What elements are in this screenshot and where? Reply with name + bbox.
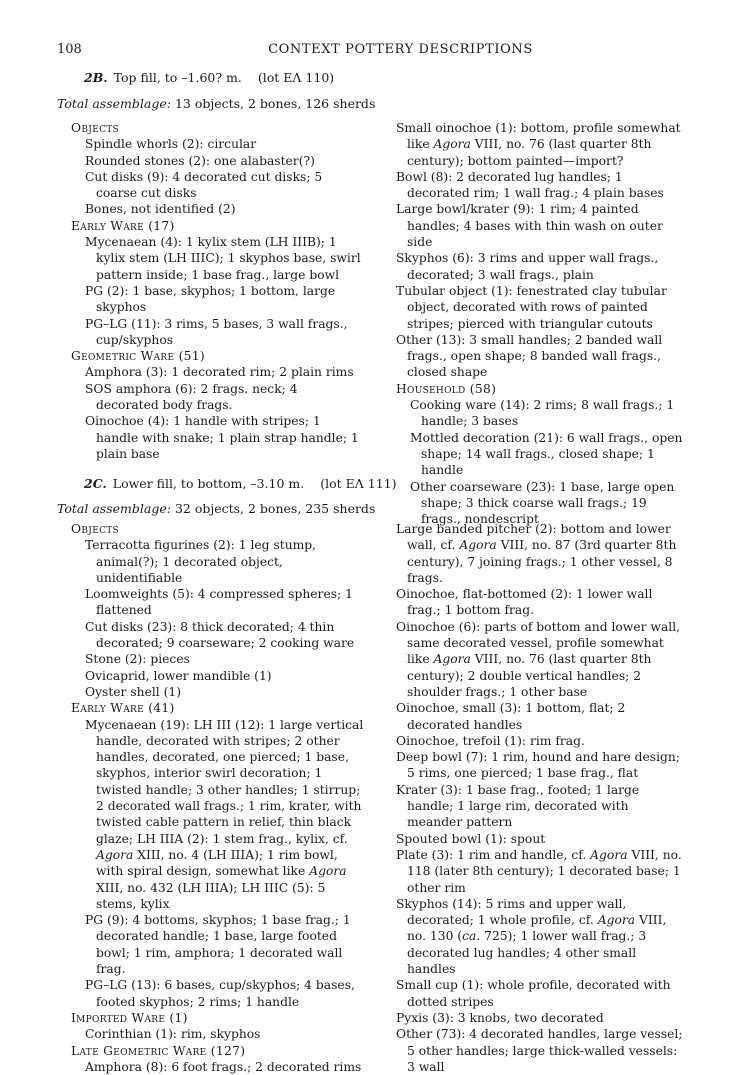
- section-2c-lot: (lot ΕΛ 111): [320, 476, 397, 491]
- section-2b-desc: Top fill, to –1.60? m.: [113, 70, 242, 85]
- item-entry: Tubular object (1): fenestrated clay tubular object, decorated with rows of painted stripes; pierced with triangular cutouts: [396, 283, 667, 331]
- category-heading: Geometric Ware (51): [71, 349, 206, 364]
- section-2b-lot: (lot ΕΛ 110): [257, 70, 335, 85]
- item-entry: Mycenaean (4): 1 kylix stem (LH IIIB); 1 kylix stem (LH IIIC); 1 skyphos base, swirl pattern inside; 1 base frag., large bowl: [85, 235, 361, 282]
- category-heading: Late Geometric Ware (127): [71, 1043, 246, 1058]
- item-entry: Other (73): 4 decorated handles, large vessel; 5 other handles; large thick-walled vessels: 3 wall: [396, 1027, 683, 1074]
- category-heading: Objects: [71, 121, 120, 135]
- category-heading: Imported Ware (1): [71, 1010, 188, 1025]
- item-entry: Oinochoe (6): parts of bottom and lower wall, same decorated vessel, profile somewhat like Agora VIII, no. 76 (last quarter 8th century); 2 double vertical handles; 2 shoulder frags.; 1 other base: [396, 619, 681, 699]
- item-entry: Amphora (8): 6 foot frags.; 2 decorated rims: [85, 1059, 362, 1074]
- item-entry: Oyster shell (1): [85, 684, 182, 699]
- item-entry: Oinochoe (4): 1 handle with stripes; 1 handle with snake; 1 plain strap handle; 1 plain base: [85, 414, 359, 461]
- item-entry: Oinochoe, small (3): 1 bottom, flat; 2 decorated handles: [396, 701, 626, 732]
- category-heading: Early Ware (17): [71, 218, 175, 233]
- page-number: 108: [57, 42, 82, 57]
- section-2c-left-column: [71, 521, 367, 1075]
- item-entry: SOS amphora (6): 2 frags. neck; 4 decorated body frags.: [85, 381, 298, 413]
- section-2c-right-column: [396, 521, 687, 1075]
- item-entry: Rounded stones (2): one alabaster(?): [85, 153, 315, 168]
- item-entry: Stone (2): pieces: [85, 652, 190, 667]
- category-heading: Early Ware (41): [71, 701, 175, 716]
- category-heading: Objects: [71, 522, 120, 536]
- item-entry: Ovicaprid, lower mandible (1): [85, 668, 272, 683]
- item-entry: Oinochoe, flat-bottomed (2): 1 lower wall frag.; 1 bottom frag.: [396, 587, 653, 618]
- assemblage-label: Total assemblage:: [57, 96, 171, 111]
- item-entry: Terracotta figurines (2): 1 leg stump, animal(?); 1 decorated object, unidentifiable: [85, 538, 317, 585]
- item-entry: PG–LG (11): 3 rims, 5 bases, 3 wall frags., cup/skyphos: [85, 316, 348, 347]
- item-entry: Bones, not identified (2): [85, 202, 236, 217]
- item-entry: Pyxis (3): 3 knobs, two decorated: [396, 1010, 604, 1025]
- item-entry: Bowl (8): 2 decorated lug handles; 1 decorated rim; 1 wall frag.; 4 plain bases: [396, 169, 664, 201]
- section-2c-id: 2C.: [84, 476, 107, 491]
- item-entry: Spindle whorls (2): circular: [85, 137, 257, 152]
- section-2b-left-column: [71, 120, 363, 462]
- item-entry: Large bowl/krater (9): 1 rim; 4 painted handles; 4 bases with thin wash on outer side: [396, 202, 663, 250]
- item-entry: Other (13): 3 small handles; 2 banded wall frags., open shape; 8 banded wall frags., closed shape: [396, 332, 663, 380]
- running-title: CONTEXT POTTERY DESCRIPTIONS: [268, 42, 533, 57]
- item-entry: Large banded pitcher (2): bottom and lower wall, cf. Agora VIII, no. 87 (3rd quarter 8th century), 7 joining frags.; 1 other vessel, 8 frags.: [396, 522, 677, 585]
- item-entry: Cut disks (23): 8 thick decorated; 4 thin decorated; 9 coarseware; 2 cooking ware: [85, 619, 355, 651]
- item-entry: Skyphos (14): 5 rims and upper wall, decorated; 1 whole profile, cf. Agora VIII, no. 130 (ca. 725); 1 lower wall frag.; 3 decorated lug handles; 4 other small handles: [396, 896, 667, 977]
- item-entry: PG–LG (13): 6 bases, cup/skyphos; 4 bases, footed skyphos; 2 rims; 1 handle: [85, 978, 355, 1009]
- section-2c-assemblage: [57, 501, 375, 516]
- item-entry: Oinochoe, trefoil (1): rim frag.: [396, 733, 585, 748]
- assemblage-label: Total assemblage:: [57, 501, 171, 516]
- item-entry: Krater (3): 1 base frag., footed; 1 large handle; 1 large rim, decorated with meander pattern: [396, 782, 640, 830]
- item-entry: Corinthian (1): rim, skyphos: [85, 1027, 261, 1042]
- item-entry: Deep bowl (7): 1 rim, hound and hare design; 5 rims, one pierced; 1 base frag., flat: [396, 750, 680, 781]
- section-2b-assemblage: [57, 96, 375, 111]
- item-entry: Cut disks (9): 4 decorated cut disks; 5 coarse cut disks: [85, 169, 323, 201]
- assemblage-value: 32 objects, 2 bones, 235 sherds: [174, 501, 376, 516]
- item-entry: Cooking ware (14): 2 rims; 8 wall frags.; 1 handle; 3 bases: [410, 398, 675, 429]
- section-2b-id: 2B.: [84, 70, 108, 85]
- assemblage-value: 13 objects, 2 bones, 126 sherds: [174, 96, 376, 111]
- item-entry: Spouted bowl (1): spout: [396, 831, 546, 846]
- item-entry: Loomweights (5): 4 compressed spheres; 1 flattened: [85, 587, 353, 618]
- item-entry: PG (2): 1 base, skyphos; 1 bottom, large skyphos: [85, 283, 336, 315]
- category-heading: Household (58): [396, 381, 497, 396]
- item-entry: Amphora (3): 1 decorated rim; 2 plain rims: [85, 365, 354, 380]
- item-entry: Skyphos (6): 3 rims and upper wall frags., decorated; 3 wall frags., plain: [396, 251, 659, 282]
- item-entry: Plate (3): 1 rim and handle, cf. Agora VIII, no. 118 (later 8th century); 1 decorated base; 1 other rim: [396, 847, 682, 895]
- item-entry: Mottled decoration (21): 6 wall frags., open shape; 14 wall frags., closed shape; 1 handle: [410, 430, 683, 478]
- section-2c-desc: Lower fill, to bottom, –3.10 m.: [112, 476, 305, 491]
- item-entry: PG (9): 4 bottoms, skyphos; 1 base frag.; 1 decorated handle; 1 base, large footed bowl; 1 rim, amphora; 1 decorated wall frag.: [85, 913, 351, 977]
- item-entry: Small oinochoe (1): bottom, profile somewhat like Agora VIII, no. 76 (last quarter 8th century); bottom painted—import?: [396, 121, 681, 168]
- section-2b-right-column: [396, 120, 686, 527]
- item-entry: Mycenaean (19): LH III (12): 1 large vertical handle, decorated with stripes; 2 other handles, decorated, one pierced; 1 base, skyphos, interior swirl decoration; 1 twisted handle; 3 other handles; 1 stirrup; 2 decorated wall frags.; 1 rim, krater, with twisted cable pattern in relief, thin black glaze; LH IIIA (2): 1 stem frag., kylix, cf. Agora XIII, no. 4 (LH IIIA); 1 rim bowl, with spiral design, somewhat like Agora XIII, no. 432 (LH IIIA); LH IIIC (5): 5 stems, kylix: [85, 717, 364, 911]
- item-entry: Small cup (1): whole profile, decorated with dotted stripes: [396, 978, 671, 1009]
- item-entry: Other coarseware (23): 1 base, large open shape; 3 thick coarse wall frags.; 19 frags., nondescript: [410, 479, 675, 527]
- section-2c-title: [84, 476, 397, 491]
- section-2b-title: [84, 70, 334, 85]
